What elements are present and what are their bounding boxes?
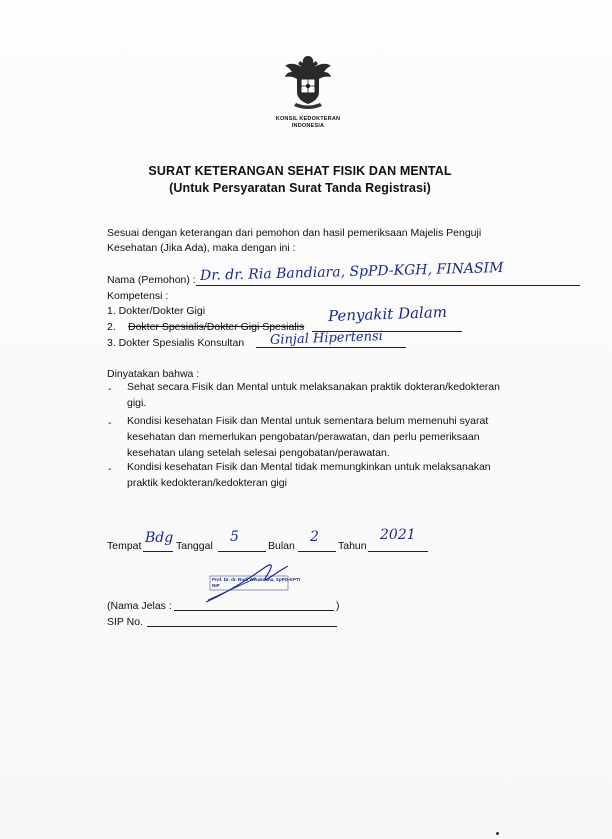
competence-item-1: 1. Dokter/Dokter Gigi	[107, 305, 206, 317]
item-2-handwritten: Penyakit Dalam	[327, 302, 448, 326]
year-label: Tahun	[338, 540, 367, 552]
org-name-line1: KONSIL KEDOKTERAN	[275, 116, 341, 122]
document-subtitle: (Untuk Persyaratan Surat Tanda Registrasi)	[169, 181, 431, 195]
competence-item-3: 3. Dokter Spesialis Konsultan	[107, 337, 245, 349]
declaration-label: Dinyatakan bahwa :	[107, 368, 200, 380]
signature-name-label: (Nama Jelas :	[107, 600, 172, 612]
item-3-handwritten: Ginjal Hipertensi	[269, 329, 384, 348]
garuda-emblem-icon	[282, 52, 334, 112]
sip-underline	[147, 626, 337, 627]
place-handwritten: Bdg	[145, 530, 174, 546]
competence-item-2-number: 2.	[107, 321, 116, 333]
declaration-option-2-line-1: Kondisi kesehatan Fisik dan Mental untuk sementara belum memenuhi syarat	[127, 415, 489, 427]
competence-label: Kompetensi :	[107, 290, 169, 302]
declaration-option-2-line-3: kesehatan ulang setelah selesai pengobatan/perawatan.	[127, 447, 390, 459]
month-label: Bulan	[268, 540, 295, 552]
declaration-option-1-line-1: Sehat secara Fisik dan Mental untuk melaksanakan praktik dokteran/kedokteran	[127, 381, 500, 393]
month-handwritten: 2	[310, 529, 319, 545]
signature-name-close: )	[336, 600, 340, 612]
day-underline	[218, 551, 266, 552]
bullet-dash-2: -	[108, 417, 112, 429]
signature-stamp-icon	[204, 560, 304, 604]
declaration-option-2-line-2: kesehatan dan memerlukan pengobatan/perawatan, dan perlu pemeriksaan	[127, 431, 480, 443]
stamp-line-1: Prof. Dr. dr. Rudi Wisaksana, SpPD-KPTI	[212, 577, 301, 582]
bullet-dash-1: -	[108, 383, 112, 395]
document-title: SURAT KETERANGAN SEHAT FISIK DAN MENTAL	[148, 164, 452, 178]
intro-line-1: Sesuai dengan keterangan dari pemohon dan hasil pemeriksaan Majelis Penguji	[107, 227, 482, 239]
name-underline	[196, 285, 580, 286]
bullet-dash-3: -	[108, 463, 112, 475]
stamp-line-2: NIP	[212, 583, 220, 588]
month-underline	[298, 551, 336, 552]
competence-item-2-text: Dokter Spesialis/Dokter Gigi Spesialis	[128, 321, 305, 333]
declaration-option-3-line-2: praktik kedokteran/kedokteran gigi	[127, 477, 287, 489]
org-name-line2: INDONESIA	[291, 123, 325, 129]
name-handwritten: Dr. dr. Ria Bandiara, SpPD-KGH, FINASIM	[199, 260, 504, 284]
declaration-option-1-line-2: gigi.	[127, 397, 147, 409]
day-handwritten: 5	[230, 529, 239, 545]
sip-label: SIP No.	[107, 616, 143, 628]
year-handwritten: 2021	[380, 527, 416, 543]
day-label: Tanggal	[176, 540, 213, 552]
place-underline	[143, 551, 173, 552]
place-label: Tempat	[107, 540, 142, 552]
declaration-option-3-line-1: Kondisi kesehatan Fisik dan Mental tidak memungkinkan untuk melaksanakan	[127, 461, 491, 473]
scan-speck	[496, 832, 499, 835]
signature-name-underline	[174, 610, 334, 611]
intro-line-2: Kesehatan (Jika Ada), maka dengan ini :	[107, 242, 296, 254]
name-label: Nama (Pemohon) :	[107, 274, 196, 286]
year-underline	[368, 551, 428, 552]
